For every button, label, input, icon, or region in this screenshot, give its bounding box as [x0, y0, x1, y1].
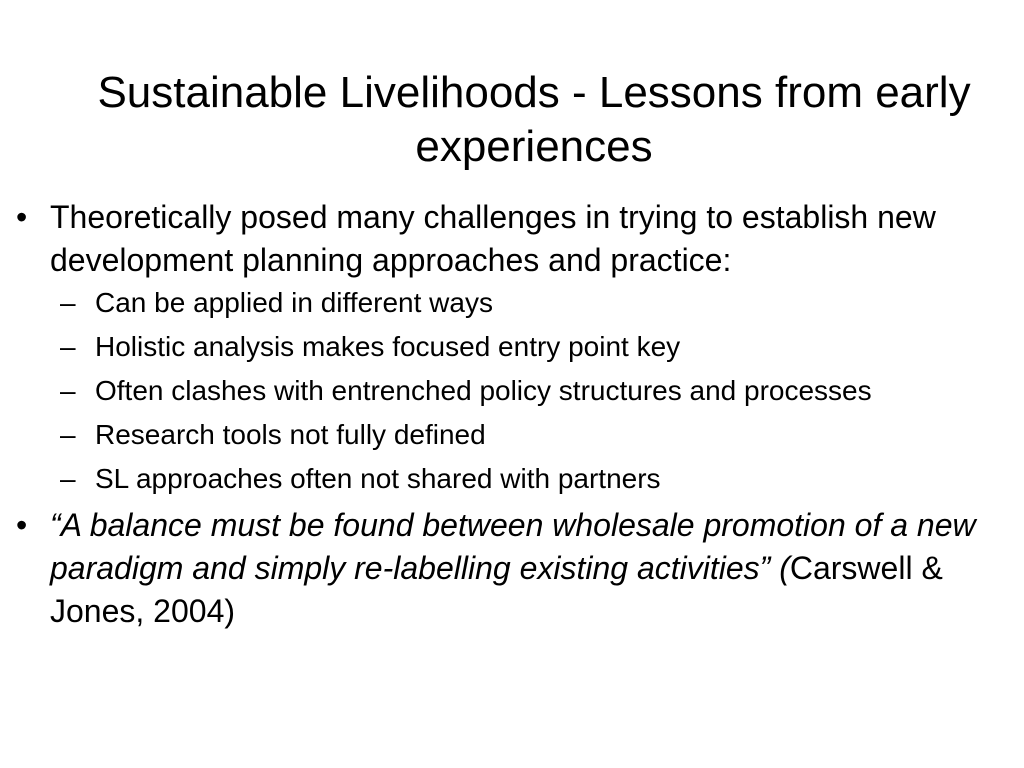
quote-bullet-item	[0, 504, 1024, 633]
sub-bullet-text: SL approaches often not shared with partners	[95, 463, 661, 494]
sub-bullet-text: Often clashes with entrenched policy structures and processes	[95, 375, 872, 406]
dash-icon: –	[60, 375, 76, 406]
bullet-icon: •	[16, 199, 28, 235]
sub-bullet-list	[0, 284, 1024, 497]
bullet-text: Theoretically posed many challenges in trying to establish new development planning approaches and practice:	[50, 199, 936, 278]
dash-icon: –	[60, 331, 76, 362]
sub-bullet-item	[0, 284, 1024, 321]
slide-title: Sustainable Livelihoods - Lessons from early experiences	[97, 68, 971, 171]
sub-bullet-text: Can be applied in different ways	[95, 287, 493, 318]
quote-text: “A balance must be found between wholesale promotion of a new paradigm and simply re-labelling existing activities” (	[50, 507, 976, 586]
bullet-icon: •	[16, 507, 28, 543]
sub-bullet-item	[0, 328, 1024, 365]
sub-bullet-text: Holistic analysis makes focused entry point key	[95, 331, 681, 362]
sub-bullet-text: Research tools not fully defined	[95, 419, 486, 450]
citation-text: Carswell & Jones, 2004)	[50, 550, 943, 629]
sub-bullet-item	[0, 416, 1024, 453]
dash-icon: –	[60, 463, 76, 494]
slide-body	[0, 196, 1024, 633]
bullet-item	[0, 196, 1024, 282]
sub-bullet-item	[0, 460, 1024, 497]
dash-icon: –	[60, 419, 76, 450]
dash-icon: –	[60, 287, 76, 318]
sub-bullet-item	[0, 372, 1024, 409]
